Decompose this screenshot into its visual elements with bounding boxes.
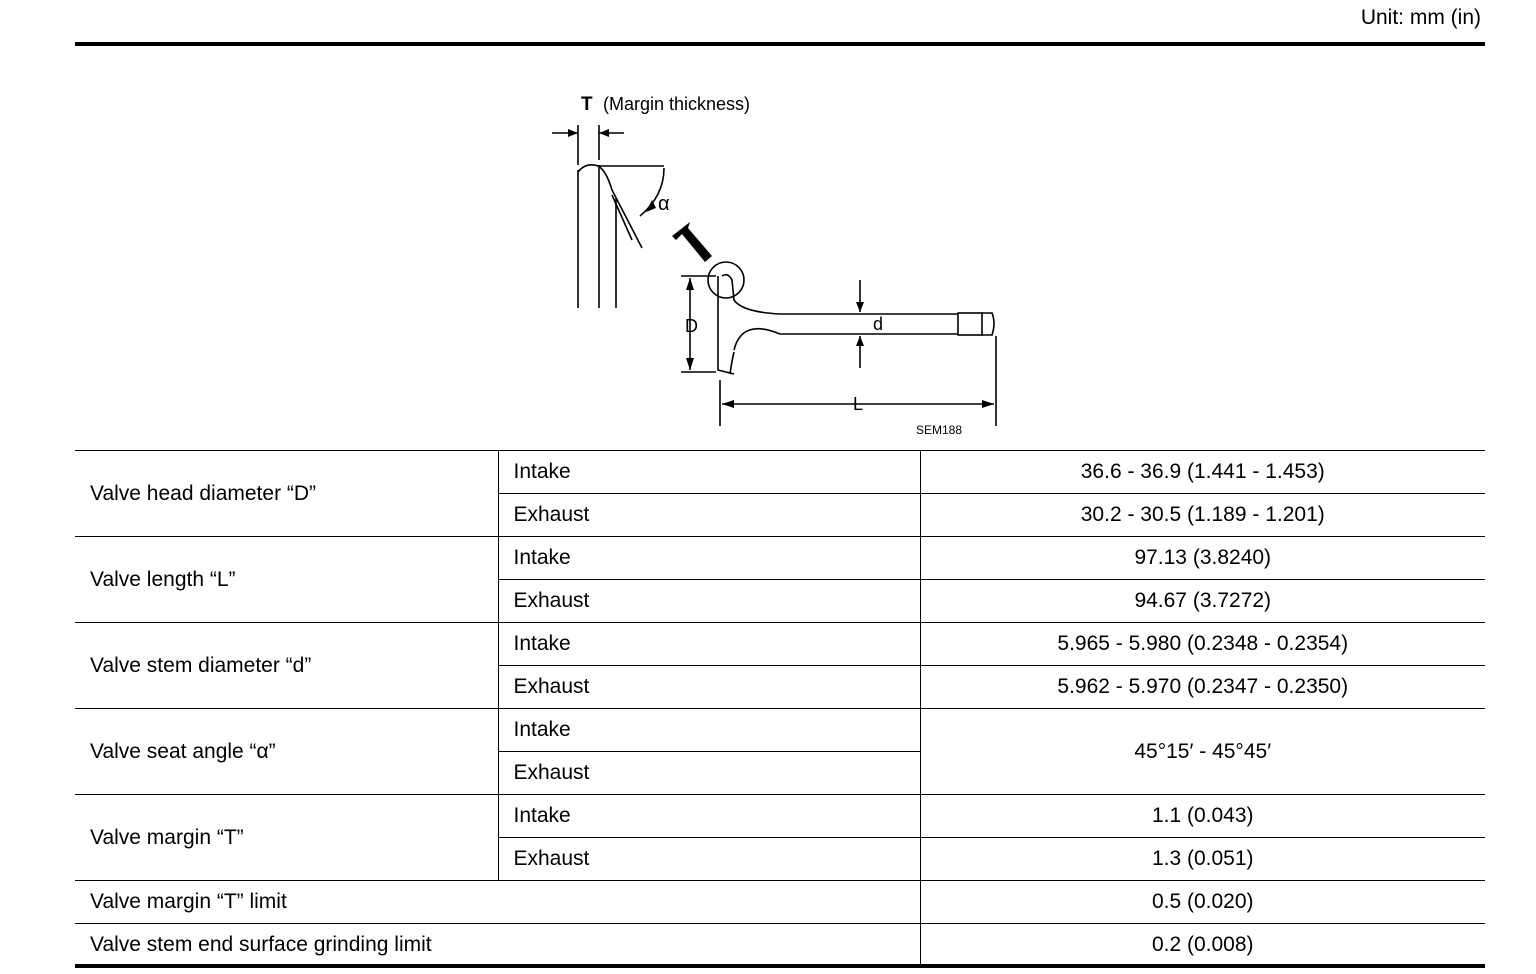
- row-sub-label: Intake: [498, 451, 920, 494]
- table-row: [75, 623, 1485, 666]
- row-value: 1.3 (0.051): [920, 838, 1485, 881]
- row-value: 36.6 - 36.9 (1.441 - 1.453): [920, 451, 1485, 494]
- table-row: [75, 924, 1485, 967]
- row-name: Valve margin “T”: [75, 795, 498, 881]
- figure-code: SEM188: [916, 423, 963, 437]
- row-sub-label: Exhaust: [498, 838, 920, 881]
- row-sub-label: Exhaust: [498, 666, 920, 709]
- table-row: [75, 451, 1485, 494]
- row-sub-label: Intake: [498, 709, 920, 752]
- row-sub-label: Intake: [498, 537, 920, 580]
- table-row: [75, 795, 1485, 838]
- row-value: 0.5 (0.020): [920, 881, 1485, 924]
- row-value: 5.962 - 5.970 (0.2347 - 0.2350): [920, 666, 1485, 709]
- row-sub-label: Intake: [498, 623, 920, 666]
- row-value: 94.67 (3.7272): [920, 580, 1485, 623]
- row-name: Valve head diameter “D”: [75, 451, 498, 537]
- row-value: 45°15′ - 45°45′: [920, 709, 1485, 795]
- row-value: 1.1 (0.043): [920, 795, 1485, 838]
- row-name: Valve stem diameter “d”: [75, 623, 498, 709]
- row-name: Valve seat angle “α”: [75, 709, 498, 795]
- valve-spec-table: [75, 450, 1485, 966]
- diagram-label-D: D: [685, 316, 698, 336]
- diagram-label-d: d: [873, 314, 884, 334]
- row-sub-label: Intake: [498, 795, 920, 838]
- diagram-label-margin: (Margin thickness): [603, 94, 751, 114]
- row-value: 5.965 - 5.980 (0.2348 - 0.2354): [920, 623, 1485, 666]
- row-name: Valve margin “T” limit: [75, 881, 920, 924]
- table-row: [75, 709, 1485, 752]
- table-row: [75, 881, 1485, 924]
- valve-diagram: [0, 0, 1536, 450]
- diagram-label-T: T: [581, 94, 593, 115]
- row-value: 30.2 - 30.5 (1.189 - 1.201): [920, 494, 1485, 537]
- row-name: Valve stem end surface grinding limit: [75, 924, 920, 967]
- diagram-label-alpha: α: [658, 193, 670, 215]
- row-name: Valve length “L”: [75, 537, 498, 623]
- row-value: 97.13 (3.8240): [920, 537, 1485, 580]
- unit-label: Unit: mm (in): [1360, 6, 1481, 29]
- row-sub-label: Exhaust: [498, 580, 920, 623]
- row-value: 0.2 (0.008): [920, 924, 1485, 967]
- bottom-rule: [75, 964, 1485, 968]
- arrow-icon: [672, 222, 712, 262]
- diagram-label-L: L: [853, 394, 864, 414]
- table-row: [75, 537, 1485, 580]
- row-sub-label: Exhaust: [498, 494, 920, 537]
- row-sub-label: Exhaust: [498, 752, 920, 795]
